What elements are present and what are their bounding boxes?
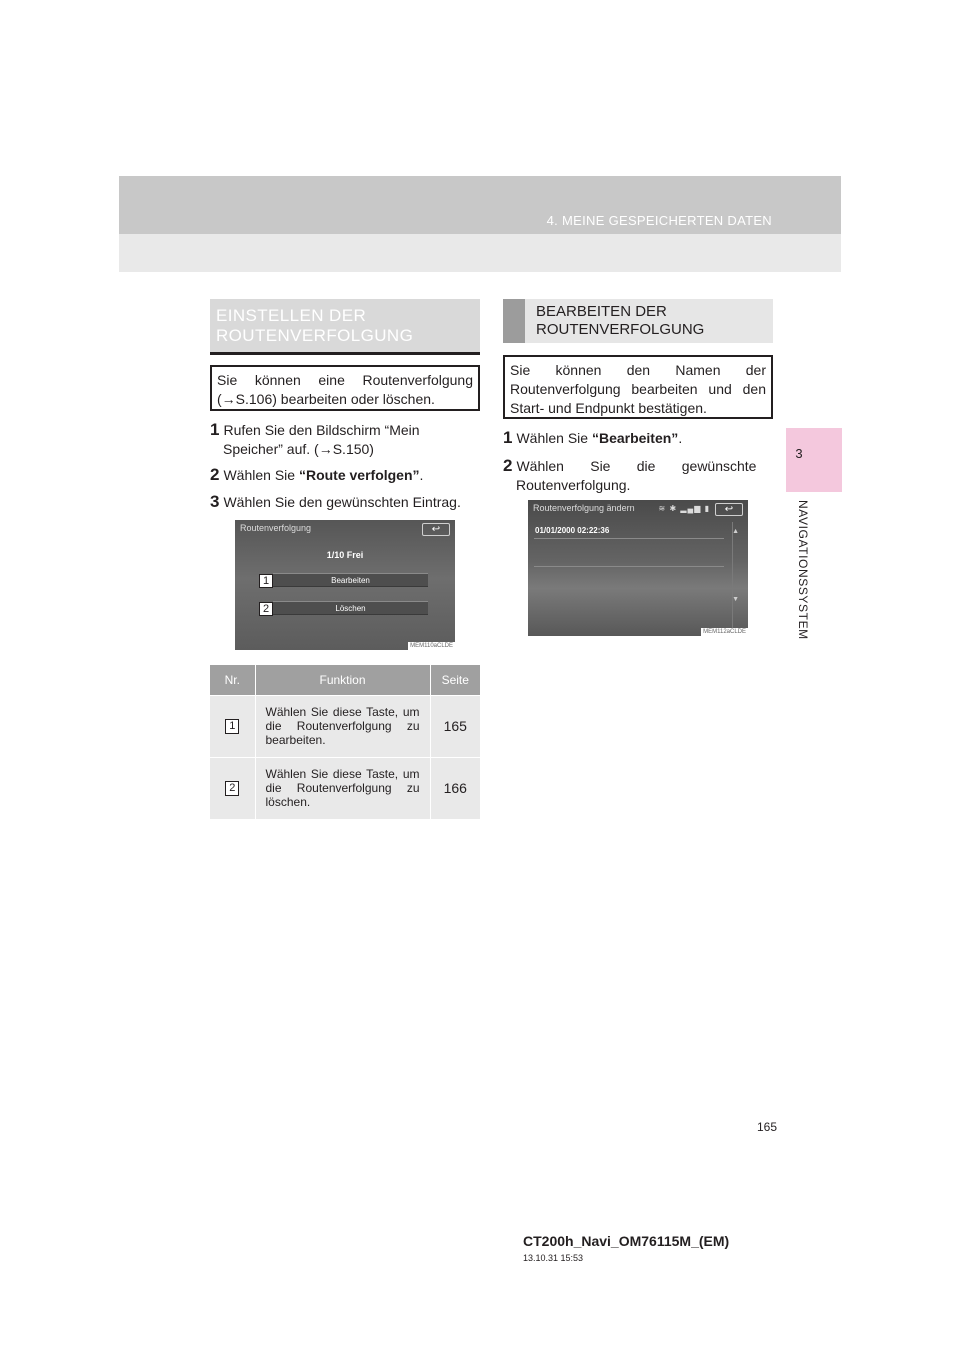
- step-text: .: [419, 467, 424, 483]
- document-id: CT200h_Navi_OM76115M_(EM): [523, 1233, 730, 1249]
- row-page: 165: [430, 695, 480, 757]
- chapter-number: 3: [795, 446, 803, 461]
- step-text: Routenverfolgung.: [516, 477, 631, 493]
- step-text: Wählen Sie den gewünschten Eintrag.: [223, 494, 461, 510]
- chapter-side-label: NAVIGATIONSSYSTEM: [796, 500, 810, 640]
- intro-box-left: Sie können eine Routenverfolgung (→S.106) bearbeiten oder löschen.: [210, 365, 480, 411]
- step-text: Speicher” auf. (→S.150): [223, 441, 374, 457]
- intro-box-right: Sie können den Namen der Routenverfolgung bearbeiten und den Start- und Endpunkt bestätigen.: [503, 355, 773, 419]
- image-code: MEM112aCLDE: [703, 629, 746, 635]
- row-function: Wählen Sie diese Taste, um die Routenverfolgung zu löschen.: [255, 757, 430, 819]
- delete-button[interactable]: Löschen: [273, 601, 428, 615]
- document-date: 13.10.31 15:53: [523, 1253, 584, 1263]
- step-1-left: [210, 420, 480, 459]
- heading-accent-bar: [503, 299, 525, 343]
- edit-button[interactable]: Bearbeiten: [273, 573, 428, 587]
- step-bold-text: “Bearbeiten”: [591, 430, 679, 446]
- step-number: 1: [210, 420, 220, 439]
- step-number: 2: [503, 456, 513, 475]
- step-text: Wählen Sie: [223, 467, 299, 483]
- back-icon[interactable]: ↩: [715, 503, 743, 516]
- step-text: Wählen Sie: [516, 430, 592, 446]
- heading-line-2: ROUTENVERFOLGUNG: [536, 321, 705, 338]
- scrollbar[interactable]: [732, 522, 740, 630]
- screen-title: Routenverfolgung ändern: [533, 503, 635, 513]
- list-divider: [534, 566, 724, 567]
- callout-marker-1: 1: [259, 574, 273, 588]
- table-header-funktion: Funktion: [255, 665, 430, 695]
- table-header-seite: Seite: [430, 665, 480, 695]
- step-number: 2: [210, 465, 220, 484]
- step-text: .: [678, 430, 683, 446]
- screenshot-routenverfolgung: [235, 520, 455, 650]
- row-page: 166: [430, 757, 480, 819]
- list-divider: [534, 538, 724, 539]
- function-table: [210, 665, 480, 819]
- scroll-down-icon[interactable]: ▼: [732, 596, 739, 603]
- heading-line-1: EINSTELLEN DER: [216, 306, 367, 325]
- back-icon[interactable]: ↩: [422, 523, 450, 536]
- heading-line-2: ROUTENVERFOLGUNG: [216, 326, 414, 345]
- step-number: 1: [503, 428, 513, 447]
- heading-line-1: BEARBEITEN DER: [536, 303, 667, 320]
- table-row: [210, 757, 480, 819]
- section-heading-bearbeiten: [503, 299, 773, 343]
- callout-marker-2: 2: [259, 602, 273, 616]
- chapter-title: 4. MEINE GESPEICHERTEN DATEN: [546, 213, 772, 228]
- step-number: 3: [210, 492, 220, 511]
- scroll-up-icon[interactable]: ▲: [732, 528, 739, 535]
- image-code: MEM110aCLDE: [410, 643, 453, 649]
- row-number-box: 2: [225, 781, 239, 796]
- row-number-box: 1: [225, 719, 239, 734]
- section-heading-einstellen: [210, 299, 480, 355]
- step-bold-text: “Route verfolgen”: [298, 467, 420, 483]
- step-2-right: [503, 456, 773, 495]
- step-text: Rufen Sie den Bildschirm “Mein: [223, 422, 420, 438]
- table-header-nr: Nr.: [210, 665, 255, 695]
- row-function: Wählen Sie diese Taste, um die Routenverfolgung zu bearbeiten.: [255, 695, 430, 757]
- screen-title: Routenverfolgung: [240, 523, 312, 533]
- route-entry-date[interactable]: 01/01/2000 02:22:36: [535, 526, 610, 535]
- step-text: Wählen Sie die gewünschte: [516, 458, 757, 474]
- screen-memory-info: 1/10 Frei: [326, 550, 364, 560]
- step-1-right: [503, 428, 773, 448]
- screenshot-routenverfolgung-aendern: [528, 500, 748, 636]
- table-row: [210, 695, 480, 757]
- step-2-left: [210, 465, 480, 485]
- step-3-left: [210, 492, 480, 512]
- status-icons: ≋ ✱ ▂▄▆ ▮: [658, 504, 710, 513]
- page-number: 165: [757, 1120, 778, 1134]
